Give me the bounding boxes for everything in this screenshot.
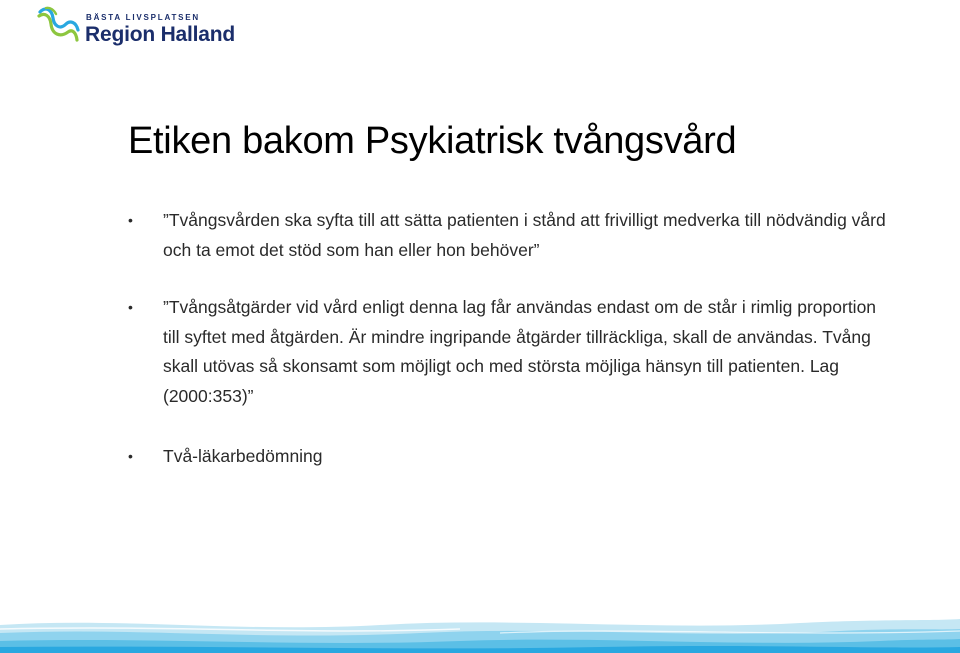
bullet-text: Två-läkarbedömning: [163, 446, 323, 466]
region-halland-logo: [36, 4, 246, 50]
region-halland-logo-mark-icon: [36, 4, 86, 50]
bullet-text: ”Tvångsåtgärder vid vård enligt denna lag får användas endast om de står i rimlig proportion till syftet med åtgärden. Är mindre ingripande åtgärder tillräckliga, skall de användas. Tvång skall utövas så skonsamt som möjligt och med största möjliga hänsyn till patienten. Lag (2000:353)”: [163, 297, 877, 406]
logo-name: Region Halland: [85, 23, 236, 46]
bullet-item: [128, 442, 888, 472]
bullet-item: [128, 293, 888, 411]
logo-tagline: BÄSTA LIVSPLATSEN: [86, 13, 201, 22]
bullet-glyph: •: [128, 299, 133, 315]
bullet-text: ”Tvångsvården ska syfta till att sätta patienten i stånd att frivilligt medverka till nödvändig vård och ta emot det stöd som han eller hon behöver”: [163, 210, 886, 260]
bullet-glyph: •: [128, 212, 133, 228]
bullet-list: [128, 206, 888, 472]
slide-title: Etiken bakom Psykiatrisk tvångsvård: [128, 120, 737, 162]
footer-wave-decoration: [0, 603, 960, 653]
bullet-glyph: •: [128, 448, 133, 464]
bullet-item: [128, 206, 888, 265]
